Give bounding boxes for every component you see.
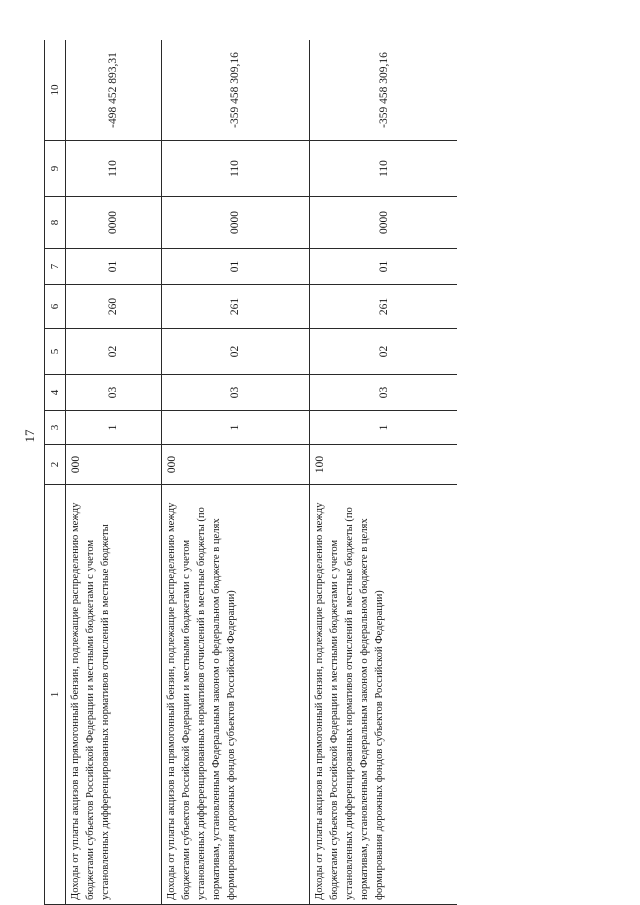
header-col-9: 9 [45, 141, 66, 197]
header-col-2: 2 [45, 445, 66, 485]
table-row [310, 40, 458, 905]
row-code-5: 02 [162, 329, 310, 375]
table-row [162, 40, 310, 905]
row-code-8: 0000 [66, 197, 162, 249]
row-code-9: 110 [66, 141, 162, 197]
header-col-3: 3 [45, 411, 66, 445]
row-code-3: 1 [310, 411, 458, 445]
header-col-1: 1 [45, 485, 66, 905]
row-code-9: 110 [310, 141, 458, 197]
row-code-9: 110 [162, 141, 310, 197]
table-frame [44, 40, 457, 905]
row-amount: -359 458 309,16 [162, 40, 310, 141]
header-col-5: 5 [45, 329, 66, 375]
row-description: Доходы от уплаты акцизов на прямогонный бензин, подлежащие распределению между бюджетами субъектов Российской Федерации и местными бюджетами с учетом установленных дифференцированных нормативов отчислений в местные бюджеты (по нормативам, установленным Федеральным законом о федеральном бюджете в целях формирования дорожных фондов субъектов Российской Федерации) [310, 485, 458, 905]
row-code-5: 02 [66, 329, 162, 375]
row-code-6: 261 [310, 285, 458, 329]
row-code-7: 01 [310, 249, 458, 285]
page-number: 17 [22, 429, 37, 443]
table-header-row [45, 40, 66, 905]
row-code-3: 1 [66, 411, 162, 445]
header-col-4: 4 [45, 375, 66, 411]
row-code-4: 03 [310, 375, 458, 411]
row-admin-code: 000 [66, 445, 162, 485]
row-admin-code: 000 [162, 445, 310, 485]
row-amount: -498 452 893,31 [66, 40, 162, 141]
header-col-6: 6 [45, 285, 66, 329]
header-col-7: 7 [45, 249, 66, 285]
row-code-7: 01 [162, 249, 310, 285]
table-row [66, 40, 162, 905]
row-description: Доходы от уплаты акцизов на прямогонный бензин, подлежащие распределению между бюджетами субъектов Российской Федерации и местными бюджетами с учетом установленных дифференцированных нормативов отчислений в местные бюджеты [66, 485, 162, 905]
rotated-table-container [44, 40, 457, 905]
row-code-6: 261 [162, 285, 310, 329]
row-description: Доходы от уплаты акцизов на прямогонный бензин, подлежащие распределению между бюджетами субъектов Российской Федерации и местными бюджетами с учетом установленных дифференцированных нормативов отчислений в местные бюджеты (по нормативам, установленным Федеральным законом о федеральном бюджете в целях формирования дорожных фондов субъектов Российской Федерации) [162, 485, 310, 905]
header-col-8: 8 [45, 197, 66, 249]
row-code-3: 1 [162, 411, 310, 445]
row-code-4: 03 [66, 375, 162, 411]
row-code-5: 02 [310, 329, 458, 375]
header-col-10: 10 [45, 40, 66, 141]
row-admin-code: 100 [310, 445, 458, 485]
row-code-4: 03 [162, 375, 310, 411]
row-code-8: 0000 [310, 197, 458, 249]
row-code-8: 0000 [162, 197, 310, 249]
row-amount: -359 458 309,16 [310, 40, 458, 141]
revenue-table [44, 40, 457, 905]
row-code-6: 260 [66, 285, 162, 329]
row-code-7: 01 [66, 249, 162, 285]
